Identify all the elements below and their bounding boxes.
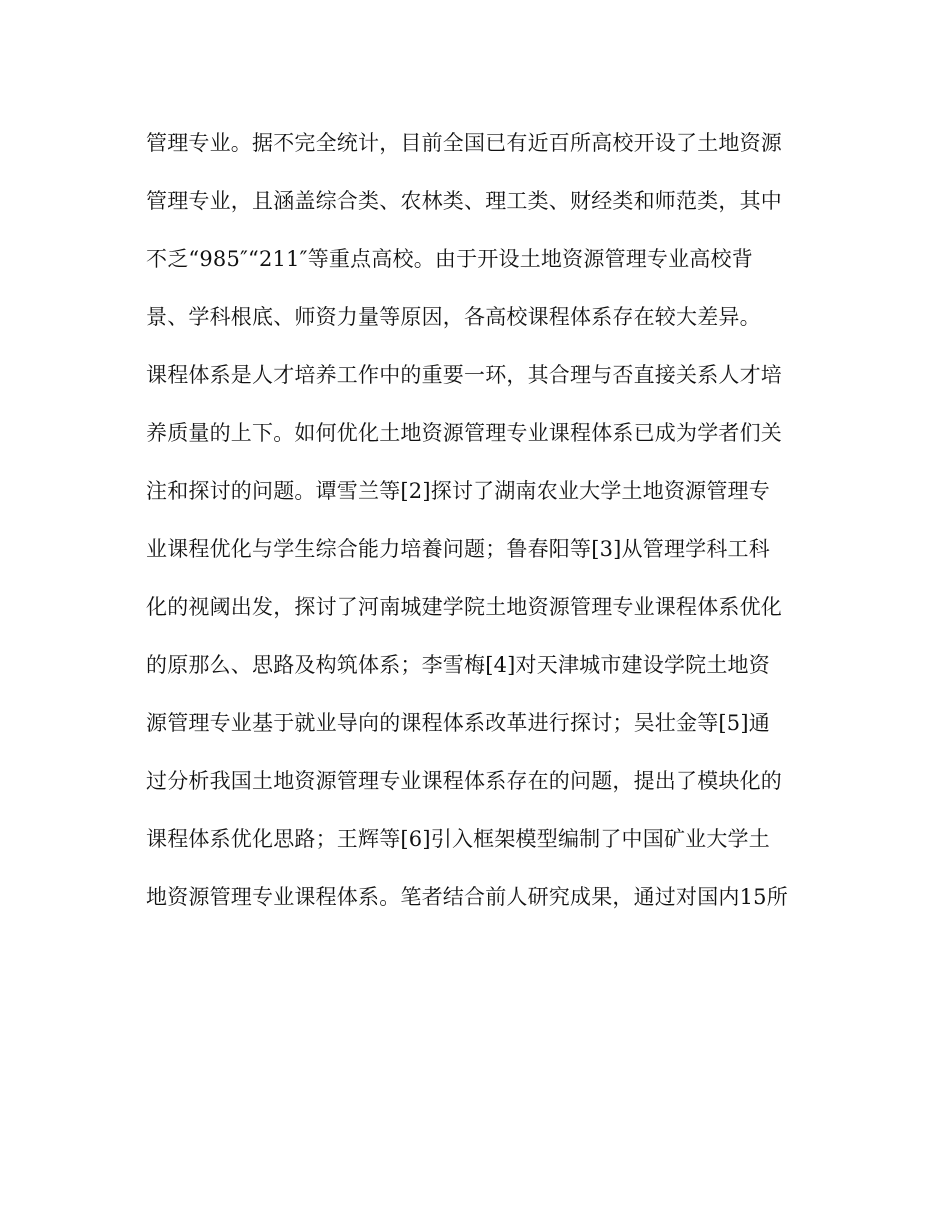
text-line-7: 注和探讨的问题。谭雪兰等[2]探讨了湖南农业大学土地资源管理专 xyxy=(146,479,770,503)
text-line-10: 的原那么、思路及构筑体系；李雪梅[4]对天津城市建设学院土地资 xyxy=(146,653,770,677)
text-line-4: 景、学科根底、师资力量等原因，各高校课程体系存在较大差异。 xyxy=(146,305,761,329)
text-line-13: 课程体系优化思路；王辉等[6]引入框架模型编制了中国矿业大学土 xyxy=(146,827,770,851)
body-text xyxy=(146,117,806,929)
text-line-8: 业课程优化与学生综合能力培養问题；鲁春阳等[3]从管理学科工科 xyxy=(146,537,770,561)
text-line-6: 养质量的上下。如何优化土地资源管理专业课程体系已成为学者们关 xyxy=(146,421,782,445)
text-line-11: 源管理专业基于就业导向的课程体系改革进行探讨；吴壮金等[5]通 xyxy=(146,711,770,735)
text-line-5: 课程体系是人才培养工作中的重要一环，其合理与否直接关系人才培 xyxy=(146,363,782,387)
text-line-9: 化的视阈出发，探讨了河南城建学院土地资源管理专业课程体系优化 xyxy=(146,595,782,619)
text-line-1: 管理专业。据不完全统计，目前全国已有近百所高校开设了土地资源 xyxy=(146,131,782,155)
text-line-3: 不乏“985″“211″等重点高校。由于开设土地资源管理专业高校背 xyxy=(146,247,753,271)
text-line-12: 过分析我国土地资源管理专业课程体系存在的问题，提出了模块化的 xyxy=(146,769,782,793)
text-line-14: 地资源管理专业课程体系。笔者结合前人研究成果，通过对国内15所 xyxy=(146,885,788,909)
text-line-2: 管理专业，且涵盖综合类、农林类、理工类、财经类和师范类，其中 xyxy=(146,189,782,213)
